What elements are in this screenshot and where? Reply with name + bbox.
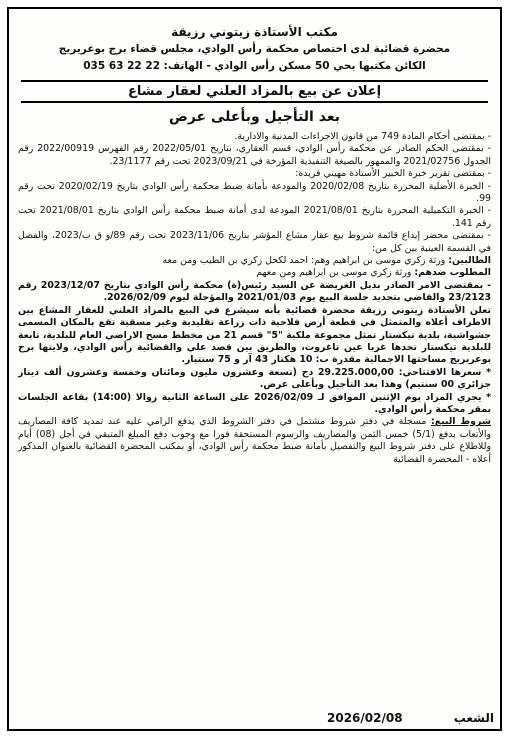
notice-header: [9, 25, 500, 74]
price-line: [18, 367, 491, 392]
court-line-2: الكائن مكتبها بحي 50 مسكن رأس الوادي - الهاتف: 22 22 63 035: [83, 60, 426, 72]
paragraph: - الخبرة التكميلية المحررة بتاريخ 2021/08/01 المودعة لدى أمانة ضبط محكمة رأس الوادي بتاريخ 2021/08/01 تحت رقم 141.: [18, 205, 491, 229]
price-label: * سعرها الافتتاحي:: [398, 366, 492, 378]
announcement: تعلن الأستاذة زيتوني رزيقة محضرة قضائية بأنه سيشرع في البيع بالمزاد العلني للعقار المشاع بين الاطراف أعلاه والمتمثل في قطعة أرض فلاحية ذات زراعة تقليدية وغير مسقية تقع بالمكان المسمى جشواشية، بلدية تيكستار تمثل مجموعة ملكية "5" قسم 21 من مخطط مسح الاراضي العام للبلدية، تابعة للبلدية تيكستار تحدها غربا عين تاغروت، والطريق بين قصد علي والقضائية رأس الوادي، ولايتها برج بوعريريج مساحتها الاجمالية مقدرة ب: 10 هكتار 43 آر و 75 سنتيار.: [18, 304, 491, 366]
office-name: مكتب الأستاذة زيتوني رزيقة: [171, 25, 338, 39]
plaintiffs-line: [18, 255, 491, 267]
notice-subtitle: بعد التأجيل وبأعلى عرض: [169, 109, 340, 125]
conditions-text: مسجلة في دفتر شروط مشتمل في دفتر الشروط الذي يدفع الرامي عليه عند تمديد كافة المصاريف والأتعاب بدفع (5/1) خمس الثمن والمصاريف والرسوم المستحقة فورا مع وجوب دفع المبلغ المتبقي في أجل (08) أيام وللاطلاع على دفتر شروط البيع والتفصيل بأمانة ضبط محكمة رأس الوادي، أو بمكتب المحضرة القضائية بالعنوان المذكور أعلاه - المحضرة القضائية: [18, 416, 491, 465]
sale-time: * يجري المزاد يوم الإثنين الموافق لـ 2026/02/09 على الساعة الثانية زوالا (14:00) بقاعة الجلسات بمقر محكمة رأس الوادي.: [18, 391, 491, 415]
conditions-line: [18, 416, 491, 466]
paragraph: - بمقتضى محضر إيداع قائمة شروط بيع عقار مشاع المؤشر بتاريخ 2023/11/06 تحت رقم 89/و ق ب/2023، والفصل في القسمة العينية بين كل من:: [18, 230, 492, 254]
paragraph: - بمقتضى تقرير خبرة الخبير الأستاذة مهيني فريدة:: [295, 168, 491, 180]
paragraph: - بمقتضى أحكام المادة 749 من قانون الاجراءات المدنية والادارية.: [234, 131, 491, 142]
plaintiffs-label: الطالبين:: [448, 255, 491, 267]
paragraph: - الخبرة الأصلية المحررة بتاريخ 2020/02/08 والمودعة بأمانة ضبط محكمة رأس الوادي بتاريخ 2020/02/19 تحت رقم 99.: [18, 180, 492, 205]
notice-body: [18, 131, 491, 466]
court-order: - بمقتضى الامر الصادر بذيل العريضة عن السيد رئيس(ة) محكمة رأس الوادي بتاريخ 2023/12/07 رقم 23/2123 والقاضي بتحديد جلسة البيع يوم 2021/01/03 والمؤجلة ليوم 2026/02/09.: [18, 279, 491, 304]
conditions-label: شروط البيع:: [430, 416, 491, 428]
plaintiffs-text: ورثة زكري موسى بن ابراهيم وهم: احمد لكحل زكري بن الطيب ومن معه: [162, 255, 446, 267]
defendants-label: المطلوب ضدهم:: [414, 267, 491, 279]
price-text: 29.225.000,00 دج (تسعة وعشرون مليون ومائتان وخمسة وعشرون ألف دينار جزائري 00 سنتيم) وهذا بعد التأجيل وبأعلى عرض.: [18, 366, 491, 391]
defendants-line: [18, 267, 491, 279]
defendants-text: ورثة زكري موسى بن ابراهيم ومن معهم: [256, 267, 412, 279]
footer: [7, 711, 502, 745]
footer-date: 2026/02/08: [327, 711, 403, 725]
paragraph: - بمقتضى الحكم الصادر عن محكمة رأس الوادي، قسم العقاري، بتاريخ 2022/05/01 رقم الفهرس 2022/00919 رقم الجدول 2021/02756 والممهور بالصيغة التنفيذية المؤرخة في 2023/09/21 تحت رقم 23/1177.: [18, 143, 491, 167]
court-line-1: محضرة قضائية لدى اختصاص محكمة رأس الوادي، مجلس قضاء برج بوعريريج: [58, 43, 451, 55]
newspaper-name: الشعب: [453, 711, 494, 725]
notice-title: إعلان عن بيع بالمزاد العلني لعقار مشاع: [21, 80, 488, 103]
legal-notice: [7, 7, 502, 731]
